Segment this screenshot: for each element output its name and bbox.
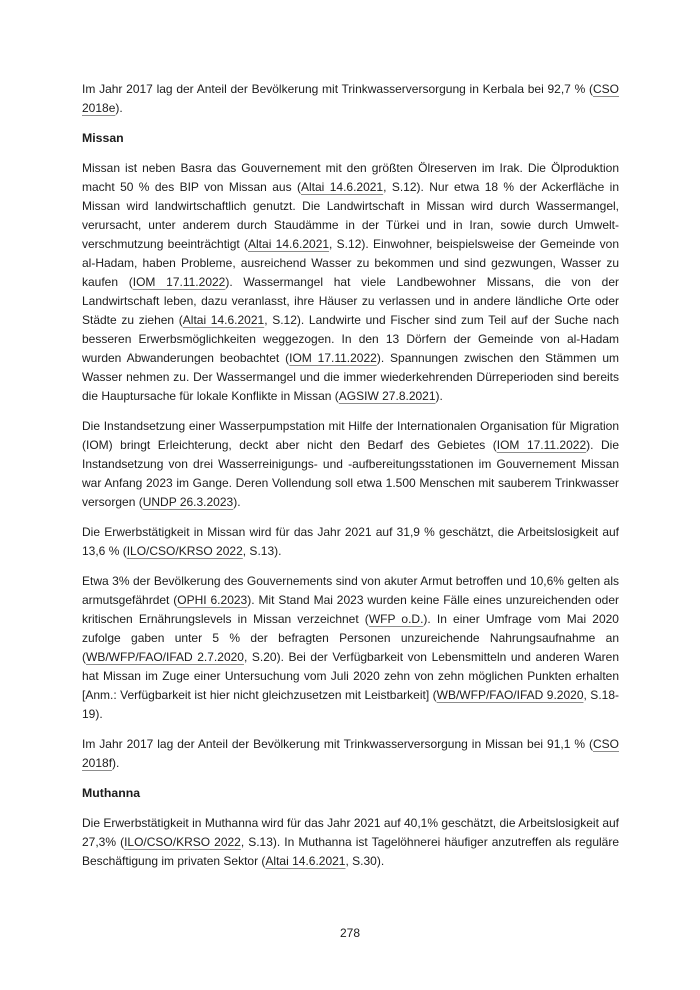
section-heading: Muthanna (82, 786, 141, 800)
text-run: ). Spannungen zwischen den Stämmen um Wasser nehmen zu. Der Wassermangel und die immer wiederkehrenden Dürreperioden sind bereits die Hauptursache für lokale Konflikte in Missan ( (82, 351, 620, 403)
citation-link[interactable]: WB/WFP/FAO/IFAD 9.2020 (436, 688, 584, 702)
text-run: Im Jahr 2017 lag der Anteil der Bevölkerung mit Trinkwasserversorgung in Kerbala bei 92,7 % ( (82, 82, 593, 96)
text-run: , S.20). Bei der Verfügbarkeit von Lebensmitteln und anderen Waren hat Missan im Zuge einer Untersuchung vom Juli 2020 zehn von zehn möglichen Punkten erhalten [Anm.: Verfügbarkeit ist hier nicht gleichzusetzen mit Leistbarkeit] ( (82, 650, 619, 702)
citation-link[interactable]: WFP o.D. (368, 612, 424, 626)
text-run: , S.12). Einwohner, beispielsweise der Gemeinde von al-Hadam, haben Probleme, ausreichend Wasser zu bekommen und sind gezwungen, Wasser zu kaufen ( (82, 237, 619, 289)
document-content (82, 80, 619, 882)
citation-link[interactable]: IOM 17.11.2022 (496, 438, 587, 452)
text-run: ). Wassermangel hat viele Landbewohner Missans, die von der Landwirtschaft leben, dazu veranlasst, ihre Häuser zu verlassen und in andere ländliche Orte oder Städte zu ziehen ( (82, 275, 619, 327)
citation-link[interactable]: Altai 14.6.2021 (265, 854, 346, 868)
citation-link[interactable]: IOM 17.11.2022 (289, 351, 377, 365)
paragraph (82, 159, 619, 406)
citation-link[interactable]: CSO 2018f (82, 737, 619, 770)
text-run: , S.12). Nur etwa 18 % der Ackerfläche in Missan wird landwirtschaftlich genutzt. Die Landwirtschaft in Missan wird durch Wassermangel, verursacht, unter anderem durch Staudämme in der Türkei und in Iran, sowie durch Umweltverschmutzung beeinträchtigt ( (82, 180, 619, 251)
text-run: ). In einer Umfrage vom Mai 2020 zufolge gaben unter 5 % der befragten Personen unzureichende Nahrungsaufnahme an ( (82, 612, 619, 664)
citation-link[interactable]: Altai 14.6.2021 (300, 180, 384, 194)
paragraph (82, 814, 619, 871)
text-run: ). Die Instandsetzung von drei Wasserreinigungs- und -aufbereitungsstationen im Gouvernement Missan war Anfang 2023 im Gange. Deren Vollendung soll etwa 1.500 Menschen mit sauberem Trinkwasser versorgen ( (82, 438, 619, 509)
paragraph (82, 572, 619, 724)
text-run: , S.13). In Muthanna ist Tagelöhnerei häufiger anzutreffen als reguläre Beschäftigung im privaten Sektor ( (82, 835, 620, 868)
text-run: ). (233, 495, 241, 509)
text-run: Die Erwerbstätigkeit in Muthanna wird für das Jahr 2021 auf 40,1% geschätzt, die Arbeitslosigkeit auf 27,3% ( (82, 816, 619, 849)
section-heading: Missan (82, 131, 124, 145)
citation-link[interactable]: OPHI 6.2023 (177, 593, 248, 607)
citation-link[interactable]: AGSIW 27.8.2021 (338, 389, 436, 403)
citation-link[interactable]: CSO 2018e (82, 82, 619, 115)
citation-link[interactable]: UNDP 26.3.2023 (142, 495, 234, 509)
text-run: ). (435, 389, 443, 403)
text-run: , S.13). (242, 544, 282, 558)
text-run: ). Mit Stand Mai 2023 wurden keine Fälle eines unzureichenden oder kritischen Ernährungslevels in Missan verzeichnet ( (82, 593, 620, 626)
citation-link[interactable]: WB/WFP/FAO/IFAD 2.7.2020 (86, 650, 244, 664)
page-number: 278 (339, 926, 361, 940)
text-run: Missan ist neben Basra das Gouvernement mit den größten Ölreserven im Irak. Die Ölproduktion macht 50 % des BIP von Missan aus ( (82, 161, 619, 194)
citation-link[interactable]: Altai 14.6.2021 (248, 237, 330, 251)
citation-link[interactable]: ILO/CSO/KRSO 2022 (124, 835, 241, 849)
text-run: Die Erwerbstätigkeit in Missan wird für das Jahr 2021 auf 31,9 % geschätzt, die Arbeitslosigkeit auf 13,6 % ( (82, 525, 619, 558)
text-run: Etwa 3% der Bevölkerung des Gouvernements sind von akuter Armut betroffen und 10,6% gelten als armutsgefährdet ( (82, 574, 619, 607)
text-run: Die Instandsetzung einer Wasserpumpstation mit Hilfe der Internationalen Organisation für Migration (IOM) bringt Erleichterung, deckt aber nicht den Bedarf des Gebietes ( (82, 419, 619, 452)
text-run: Im Jahr 2017 lag der Anteil der Bevölkerung mit Trinkwasserversorgung in Missan bei 91,1 % ( (82, 737, 593, 751)
paragraph (82, 417, 619, 512)
text-run: ). (112, 756, 120, 770)
paragraph (82, 80, 619, 118)
paragraph (82, 523, 619, 561)
text-run: , S.30). (345, 854, 385, 868)
text-run: , S.18-19). (82, 688, 619, 721)
citation-link[interactable]: IOM 17.11.2022 (132, 275, 226, 289)
citation-link[interactable]: Altai 14.6.2021 (182, 313, 265, 327)
paragraph (82, 735, 619, 773)
text-run: , S.12). Landwirte und Fischer sind zum Teil auf der Suche nach besseren Erwerbsmöglichkeiten weggezogen. In den 13 Dörfern der Gemeinde von al-Hadam wurden Abwanderungen beobachtet ( (82, 313, 620, 365)
citation-link[interactable]: ILO/CSO/KRSO 2022 (126, 544, 243, 558)
text-run: ). (115, 101, 123, 115)
